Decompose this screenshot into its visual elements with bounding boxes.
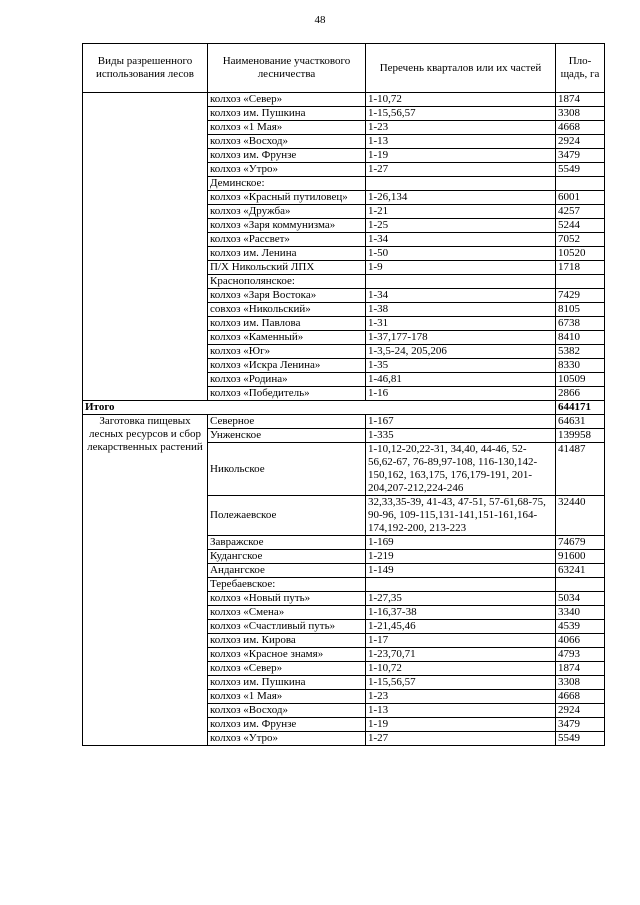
- quarters-list: 1-149: [366, 564, 556, 578]
- quarters-list: 1-15,56,57: [366, 676, 556, 690]
- forestry-name: совхоз «Никольский»: [208, 303, 366, 317]
- area-value: 7052: [556, 233, 605, 247]
- forestry-name: колхоз «Восход»: [208, 704, 366, 718]
- forestry-name: колхоз «Красное знамя»: [208, 648, 366, 662]
- area-value: 1718: [556, 261, 605, 275]
- table-body-lower: [83, 415, 605, 746]
- area-value: 3479: [556, 149, 605, 163]
- quarters-list: 1-23,70,71: [366, 648, 556, 662]
- total-label: Итого: [83, 401, 556, 415]
- area-value: 4257: [556, 205, 605, 219]
- forestry-name: колхоз «Дружба»: [208, 205, 366, 219]
- forestry-name: колхоз им. Фрунзе: [208, 149, 366, 163]
- forestry-name: колхоз «Заря коммунизма»: [208, 219, 366, 233]
- quarters-list: 1-169: [366, 536, 556, 550]
- area-value: 4793: [556, 648, 605, 662]
- quarters-list: 1-37,177-178: [366, 331, 556, 345]
- quarters-list: 1-23: [366, 121, 556, 135]
- area-value: 8105: [556, 303, 605, 317]
- area-value: 4539: [556, 620, 605, 634]
- quarters-list: 1-34: [366, 289, 556, 303]
- forestry-name: колхоз «Утро»: [208, 732, 366, 746]
- area-value: 10520: [556, 247, 605, 261]
- quarters-list: 1-27: [366, 732, 556, 746]
- forestry-name: колхоз «Родина»: [208, 373, 366, 387]
- forestry-name: колхоз «Север»: [208, 662, 366, 676]
- quarters-list: 1-27,35: [366, 592, 556, 606]
- forestry-name: колхоз «Смена»: [208, 606, 366, 620]
- area-value: 5244: [556, 219, 605, 233]
- quarters-list: 1-19: [366, 718, 556, 732]
- forestry-name: Кудангское: [208, 550, 366, 564]
- forestry-name: колхоз им. Ленина: [208, 247, 366, 261]
- forestry-name: Деминское:: [208, 177, 366, 191]
- quarters-list: 1-35: [366, 359, 556, 373]
- forestry-name: колхоз «Север»: [208, 93, 366, 107]
- quarters-list: 1-219: [366, 550, 556, 564]
- quarters-list: 1-13: [366, 135, 556, 149]
- area-value: [556, 177, 605, 191]
- use-type-cell: Заготовка пищевых лесных ресурсов и сбор лекарственных растений: [83, 415, 208, 746]
- table-body-upper: [83, 93, 605, 401]
- area-value: 1874: [556, 93, 605, 107]
- forestry-name: колхоз «Восход»: [208, 135, 366, 149]
- quarters-list: 1-50: [366, 247, 556, 261]
- area-value: 7429: [556, 289, 605, 303]
- table-row: [83, 93, 605, 107]
- quarters-list: 1-31: [366, 317, 556, 331]
- quarters-list: 1-10,72: [366, 93, 556, 107]
- page-number: 48: [314, 14, 326, 26]
- forestry-name: Андангское: [208, 564, 366, 578]
- forestry-name: колхоз «Заря Востока»: [208, 289, 366, 303]
- quarters-list: 1-13: [366, 704, 556, 718]
- area-value: 4668: [556, 121, 605, 135]
- forestry-name: колхоз «Юг»: [208, 345, 366, 359]
- forestry-name: Краснополянское:: [208, 275, 366, 289]
- use-type-cell: [83, 93, 208, 401]
- quarters-list: 1-10,12-20,22-31, 34,40, 44-46, 52-56,62-67, 76-89,97-108, 116-130,142-150,162, 163,175, 176,179-191, 201-204,207-212,224-246: [366, 443, 556, 496]
- forestry-name: Унженское: [208, 429, 366, 443]
- quarters-list: 1-26,134: [366, 191, 556, 205]
- area-value: 2924: [556, 704, 605, 718]
- forestry-name: колхоз «Рассвет»: [208, 233, 366, 247]
- quarters-list: 1-21,45,46: [366, 620, 556, 634]
- forestry-name: Никольское: [208, 443, 366, 496]
- area-value: 32440: [556, 496, 605, 536]
- forestry-name: колхоз им. Фрунзе: [208, 718, 366, 732]
- quarters-list: 1-27: [366, 163, 556, 177]
- area-value: 3479: [556, 718, 605, 732]
- forestry-name: колхоз им. Павлова: [208, 317, 366, 331]
- forestry-name: П/Х Никольский ЛПХ: [208, 261, 366, 275]
- quarters-list: 1-335: [366, 429, 556, 443]
- area-value: 5549: [556, 732, 605, 746]
- forestry-name: колхоз «Каменный»: [208, 331, 366, 345]
- area-value: [556, 275, 605, 289]
- forestry-name: колхоз «Красный путиловец»: [208, 191, 366, 205]
- quarters-list: 1-10,72: [366, 662, 556, 676]
- quarters-list: 1-167: [366, 415, 556, 429]
- quarters-list: [366, 578, 556, 592]
- forestry-name: колхоз «1 Мая»: [208, 690, 366, 704]
- area-value: 3308: [556, 676, 605, 690]
- table-total: [83, 401, 605, 415]
- forestry-name: Теребаевское:: [208, 578, 366, 592]
- forestry-name: Полежаевское: [208, 496, 366, 536]
- forestry-name: колхоз им. Пушкина: [208, 107, 366, 121]
- forestry-name: колхоз им. Пушкина: [208, 676, 366, 690]
- area-value: 5382: [556, 345, 605, 359]
- total-area: 644171: [556, 401, 605, 415]
- area-value: 1874: [556, 662, 605, 676]
- area-value: 63241: [556, 564, 605, 578]
- quarters-list: 1-38: [366, 303, 556, 317]
- area-value: 5549: [556, 163, 605, 177]
- quarters-list: 1-9: [366, 261, 556, 275]
- area-value: 74679: [556, 536, 605, 550]
- area-value: 10509: [556, 373, 605, 387]
- forestry-name: колхоз «Искра Ленина»: [208, 359, 366, 373]
- area-value: 4668: [556, 690, 605, 704]
- forestry-name: Северное: [208, 415, 366, 429]
- area-value: 41487: [556, 443, 605, 496]
- forestry-name: Завражское: [208, 536, 366, 550]
- forestry-name: колхоз «Утро»: [208, 163, 366, 177]
- area-value: 2924: [556, 135, 605, 149]
- header-use-type: Виды разрешенного использования лесов: [83, 44, 208, 93]
- quarters-list: 1-16,37-38: [366, 606, 556, 620]
- area-value: 64631: [556, 415, 605, 429]
- quarters-list: 1-17: [366, 634, 556, 648]
- table-row: [83, 415, 605, 429]
- table-header-row: [83, 44, 605, 93]
- forestry-name: колхоз «Счастливый путь»: [208, 620, 366, 634]
- area-value: [556, 578, 605, 592]
- forestry-name: колхоз им. Кирова: [208, 634, 366, 648]
- area-value: 3340: [556, 606, 605, 620]
- quarters-list: 1-34: [366, 233, 556, 247]
- quarters-list: 1-21: [366, 205, 556, 219]
- header-area: Пло-щадь, га: [556, 44, 605, 93]
- area-value: 139958: [556, 429, 605, 443]
- area-value: 5034: [556, 592, 605, 606]
- total-row: [83, 401, 605, 415]
- area-value: 4066: [556, 634, 605, 648]
- quarters-list: 1-23: [366, 690, 556, 704]
- area-value: 8330: [556, 359, 605, 373]
- quarters-list: 1-15,56,57: [366, 107, 556, 121]
- area-value: 2866: [556, 387, 605, 401]
- area-value: 6001: [556, 191, 605, 205]
- quarters-list: [366, 177, 556, 191]
- quarters-list: [366, 275, 556, 289]
- forestry-name: колхоз «1 Мая»: [208, 121, 366, 135]
- forestry-name: колхоз «Победитель»: [208, 387, 366, 401]
- header-forestry-name: Наименование участкового лесничества: [208, 44, 366, 93]
- area-value: 8410: [556, 331, 605, 345]
- quarters-list: 1-19: [366, 149, 556, 163]
- area-value: 91600: [556, 550, 605, 564]
- forestry-name: колхоз «Новый путь»: [208, 592, 366, 606]
- quarters-list: 1-25: [366, 219, 556, 233]
- header-quarters: Перечень кварталов или их частей: [366, 44, 556, 93]
- quarters-list: 1-16: [366, 387, 556, 401]
- quarters-list: 1-3,5-24, 205,206: [366, 345, 556, 359]
- area-value: 6738: [556, 317, 605, 331]
- quarters-list: 1-46,81: [366, 373, 556, 387]
- quarters-list: 32,33,35-39, 41-43, 47-51, 57-61,68-75, 90-96, 109-115,131-141,151-161,164-174,192-200, 213-223: [366, 496, 556, 536]
- area-value: 3308: [556, 107, 605, 121]
- forest-use-table: [82, 43, 605, 746]
